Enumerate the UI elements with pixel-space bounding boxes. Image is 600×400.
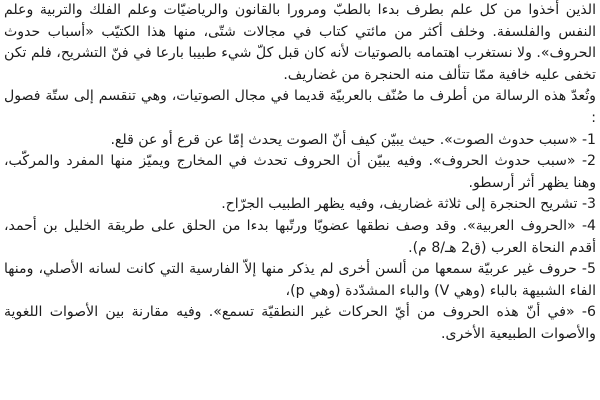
list-item: 5- حروف غير عربيّة سمعها من ألسن أخرى لم يذكر منها إلاّ الفارسية التي كانت لسانه الأصلي، ومنها الفاء الشبيهة بالباء (وهي V) والباء المشدّدة (وهي p)، <box>4 261 596 299</box>
paragraph-sections-intro: وتُعدّ هذه الرسالة من أطرف ما صُنّف بالعربيّة قديما في مجال الصوتيات، وهي تنقسم إلى ستّة فصول : <box>4 88 596 126</box>
list-item: 3- تشريح الحنجرة إلى ثلاثة غضاريف، وفيه يظهر الطبيب الجرّاح. <box>221 196 596 213</box>
list-item: 4- «الحروف العربية». وقد وصف نطقها عضويّا ورتّبها بدءا من الحلق على طريقة الخليل بن أحمد، أقدم النحاة العرب (ق2 هـ/8 م). <box>4 217 596 256</box>
list-item: 6- «في أنّ هذه الحروف من أيّ الحركات غير النطقيّة تسمع». وفيه مقارنة بين الأصوات اللغوية والأصوات الطبيعية الأخرى. <box>4 304 596 342</box>
list-item: 2- «سبب حدوث الحروف». وفيه يبيّن أن الحروف تحدث في المخارج ويميّز منها المفرد والمركّب، وهنا يظهر أثر أرسطو. <box>4 153 596 191</box>
list-item: 1- «سبب حدوث الصوت». حيث يبيّن كيف أنّ الصوت يحدث إمّا عن قرع أو عن قلع. <box>110 131 596 148</box>
paragraph-intro: الذين أخذوا من كل علم بطرف بدءا بالطبّ ومرورا بالقانون والرياضيّات وعلم الفلك والتربية وعلم النفس والفلسفة. وخلف أكثر من مائتي كتاب في مجالات شتّى، منها هذا الكتيّب «أسباب حدوث الحروف». ولا نستغرب اهتمامه بالصوتيات لأنه كان قبل كلّ شيء طبيبا بارعا في فنّ التشريح، فلم تكن تخفى عليه خافية ممّا تتألف منه الحنجرة من غضاريف. <box>4 2 596 83</box>
